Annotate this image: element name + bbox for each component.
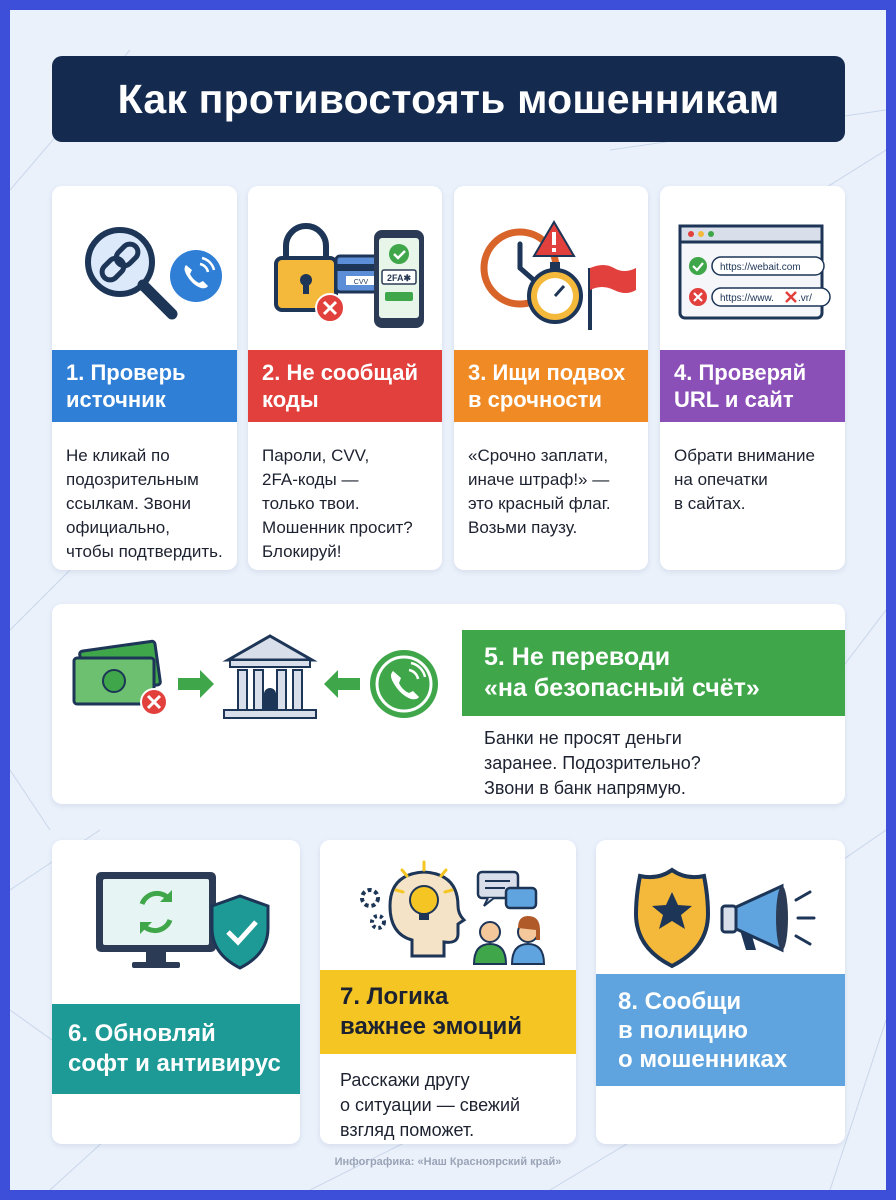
text-line: иначе штраф!» — — [468, 470, 610, 489]
card-heading-line: коды — [262, 387, 319, 412]
card-logic-over-emotions — [320, 840, 576, 1144]
text-line: подозрительным — [66, 470, 199, 489]
card-heading-line: 1. Проверь — [66, 360, 186, 385]
police-badge-icon — [636, 870, 708, 966]
money-icon — [74, 641, 167, 715]
phone-2fa-icon — [374, 230, 424, 328]
cvv-label: CVV — [353, 279, 369, 286]
text-line: Звони в банк напрямую. — [484, 778, 686, 798]
head-lightbulb-icon — [362, 862, 464, 956]
card-heading-line: в полицию — [618, 1016, 748, 1044]
people-icon — [474, 916, 544, 964]
card-heading-band — [52, 350, 237, 422]
arrow-right-icon — [178, 670, 214, 698]
chat-bubbles-icon — [478, 872, 536, 908]
padlock-icon — [276, 226, 344, 322]
card-heading-line: 4. Проверяй — [674, 360, 807, 385]
card-heading-band — [462, 630, 845, 716]
infographic-frame — [10, 10, 886, 1190]
card-heading-line: 5. Не переводи — [484, 643, 671, 671]
text-line: это красный флаг. — [468, 494, 611, 513]
card-heading-line: 7. Логика — [340, 983, 449, 1010]
text-line: чтобы подтвердить. — [66, 542, 223, 561]
text-line: о ситуации — свежий — [340, 1095, 521, 1115]
arrow-left-icon — [324, 670, 360, 698]
card-heading-line: в срочности — [468, 387, 602, 412]
browser-window-icon — [676, 222, 836, 322]
card-heading-band — [320, 970, 576, 1054]
text-line: взгляд поможет. — [340, 1120, 475, 1140]
card-heading-line: «на безопасный счёт» — [484, 674, 760, 702]
card-heading-line: 6. Обновляй — [68, 1020, 216, 1047]
shield-check-icon — [212, 896, 268, 968]
text-line: ссылкам. Звони — [66, 494, 191, 513]
url-good-text: https://webait.com — [720, 262, 801, 273]
card-heading-line: 8. Сообщи — [618, 987, 742, 1015]
phone-call-icon — [170, 250, 222, 302]
text-line: в сайтах. — [674, 494, 746, 513]
text-line: официально, — [66, 518, 170, 537]
card-heading-band — [596, 974, 845, 1086]
text-line: Блокируй! — [262, 542, 342, 561]
card-heading-line: источник — [66, 387, 166, 412]
card-heading-band — [660, 350, 845, 422]
card-description — [262, 444, 440, 564]
card-report-police — [596, 840, 845, 1144]
text-line: 2FA-коды — — [262, 470, 359, 489]
card-no-transfer — [52, 604, 845, 804]
phone-call-icon — [370, 650, 438, 718]
red-flag-icon — [590, 265, 636, 330]
2fa-label: 2FA✱ — [386, 273, 412, 283]
card-heading-line: важнее эмоций — [340, 1013, 522, 1040]
card-heading-line: URL и сайт — [674, 387, 794, 412]
card-description — [66, 444, 237, 564]
card-heading-band — [52, 1004, 300, 1094]
card-check-url — [660, 186, 845, 570]
card-heading-line: о мошенниках — [618, 1045, 788, 1073]
card-description — [484, 726, 834, 801]
card-description — [340, 1068, 572, 1143]
card-description — [674, 444, 842, 516]
text-line: Пароли, CVV, — [262, 446, 370, 465]
card-update-software — [52, 840, 300, 1144]
card-heading-band — [248, 350, 442, 422]
card-no-codes — [248, 186, 442, 570]
text-line: Расскажи другу — [340, 1070, 470, 1090]
magnifier-link-icon — [88, 230, 172, 314]
card-description — [468, 444, 646, 540]
text-line: Обрати внимание — [674, 446, 815, 465]
card-heading-line: софт и антивирус — [68, 1050, 281, 1077]
text-line: «Срочно заплати, — [468, 446, 609, 465]
text-line: на опечатки — [674, 470, 768, 489]
bank-icon — [224, 636, 316, 718]
text-line: только твои. — [262, 494, 360, 513]
url-bad-text: https://www. — [720, 293, 774, 304]
footer-credit: Инфографика: «Наш Красноярский край» — [334, 1156, 562, 1168]
url-bad-tail: .vr/ — [798, 293, 812, 304]
monitor-refresh-icon — [96, 872, 216, 968]
card-heading-line: 3. Ищи подвох — [468, 360, 626, 385]
text-line: Не кликай по — [66, 446, 170, 465]
card-heading-line: 2. Не сообщай — [262, 360, 418, 385]
text-line: Мошенник просит? — [262, 518, 413, 537]
page-title: Как противостоять мошенникам — [52, 56, 845, 142]
card-urgency — [454, 186, 648, 570]
megaphone-icon — [722, 886, 814, 950]
card-check-source — [52, 186, 237, 570]
text-line: заранее. Подозрительно? — [484, 753, 701, 773]
card-heading-band — [454, 350, 648, 422]
text-line: Возьми паузу. — [468, 518, 578, 537]
text-line: Банки не просят деньги — [484, 728, 682, 748]
